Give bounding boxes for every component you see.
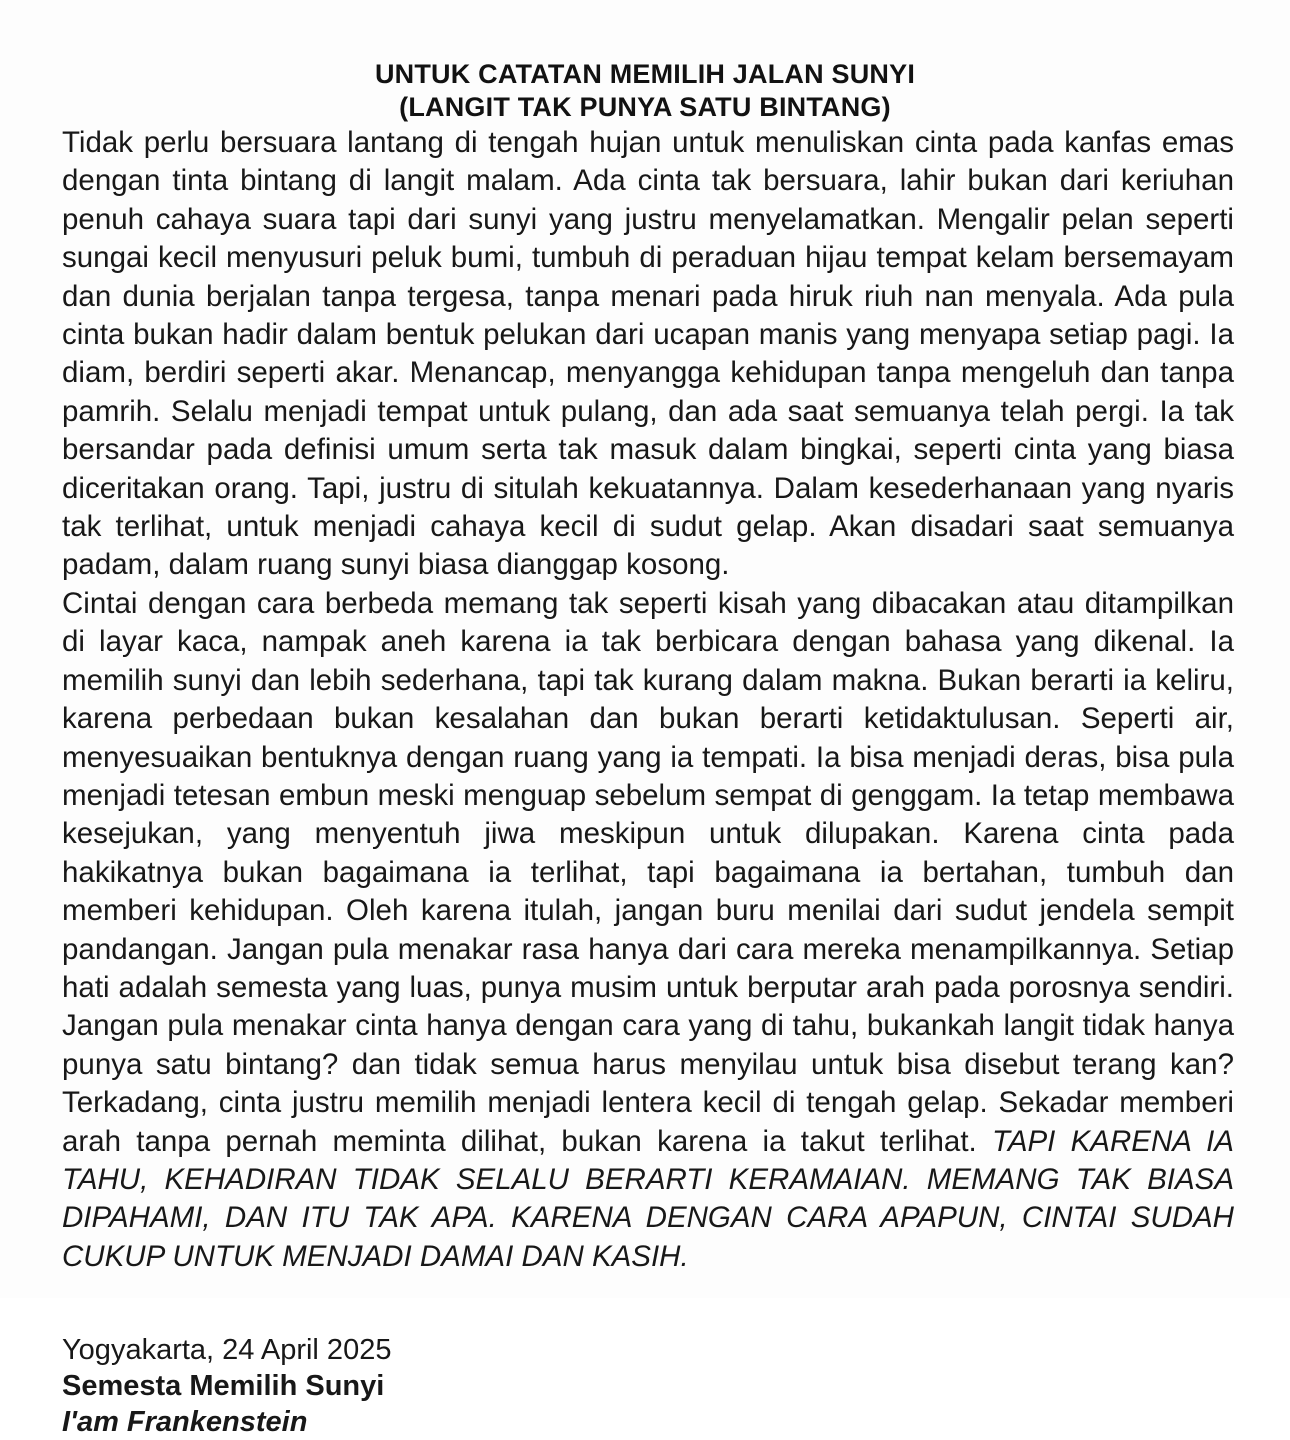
title-line-subtitle: (LANGIT TAK PUNYA SATU BINTANG) — [399, 92, 891, 122]
document-body — [0, 124, 1290, 1276]
paragraph-two — [62, 585, 1234, 1276]
signature-name: Semesta Memilih Sunyi — [62, 1370, 385, 1403]
title-line-primary: UNTUK CATATAN MEMILIH JALAN SUNYI — [374, 59, 916, 89]
paragraph-two-text: Cintai dengan cara berbeda memang tak seperti kisah yang dibacakan atau ditampilkan di layar kaca, nampak aneh karena ia tak berbicara dengan bahasa yang dikenal. Ia memilih sunyi dan lebih sederhana, tapi tak kurang dalam makna. Bukan berarti ia keliru, karena perbedaan bukan kesalahan dan bukan berarti ketidaktulusan. Seperti air, menyesuaikan bentuknya dengan ruang yang ia tempati. Ia bisa menjadi deras, bisa pula menjadi tetesan embun meski menguap sebelum sempat di genggam. Ia tetap membawa kesejukan, yang menyentuh jiwa meskipun untuk dilupakan. Karena cinta pada hakikatnya bukan bagaimana ia terlihat, tapi bagaimana ia bertahan, tumbuh dan memberi kehidupan. Oleh karena itulah, jangan buru menilai dari sudut jendela sempit pandangan. Jangan pula menakar rasa hanya dari cara mereka menampilkannya. Setiap hati adalah semesta yang luas, punya musim untuk berputar arah pada porosnya sendiri. Jangan pula menakar cinta hanya dengan cara yang di tahu, bukankah langit tidak hanya punya satu bintang? dan tidak semua harus menyilau untuk bisa disebut terang kan? Terkadang, cinta justru memilih menjadi lentera kecil di tengah gelap. Sekadar memberi arah tanpa pernah meminta dilihat, bukan karena ia takut terlihat. — [62, 586, 1234, 1158]
signature-block — [0, 1332, 1290, 1440]
document-title — [0, 0, 1290, 124]
paragraph-one: Tidak perlu bersuara lantang di tengah hujan untuk menuliskan cinta pada kanfas emas dengan tinta bintang di langit malam. Ada cinta tak bersuara, lahir bukan dari keriuhan penuh cahaya suara tapi dari sunyi yang justru menyelamatkan. Mengalir pelan seperti sungai kecil menyusuri peluk bumi, tumbuh di peraduan hijau tempat kelam bersemayam dan dunia berjalan tanpa tergesa, tanpa menari pada hiruk riuh nan menyala. Ada pula cinta bukan hadir dalam bentuk pelukan dari ucapan manis yang menyapa setiap pagi. Ia diam, berdiri seperti akar. Menancap, menyangga kehidupan tanpa mengeluh dan tanpa pamrih. Selalu menjadi tempat untuk pulang, dan ada saat semuanya telah pergi. Ia tak bersandar pada definisi umum serta tak masuk dalam bingkai, seperti cinta yang biasa diceritakan orang. Tapi, justru di situlah kekuatannya. Dalam kesederhanaan yang nyaris tak terlihat, untuk menjadi cahaya kecil di sudut gelap. Akan disadari saat semuanya padam, dalam ruang sunyi biasa dianggap kosong. — [62, 126, 1234, 582]
signature-date: Yogyakarta, 24 April 2025 — [62, 1334, 392, 1367]
signature-alias: I'am Frankenstein — [62, 1406, 308, 1439]
paragraph-two-emphasis: TAPI KARENA IA TAHU, KEHADIRAN TIDAK SELALU BERARTI KERAMAIAN. MEMANG TAK BIASA DIPAHAMI, DAN ITU TAK APA. KARENA DENGAN CARA APAPUN, CINTAI SUDAH CUKUP UNTUK MENJADI DAMAI DAN KASIH. — [62, 1124, 1234, 1273]
